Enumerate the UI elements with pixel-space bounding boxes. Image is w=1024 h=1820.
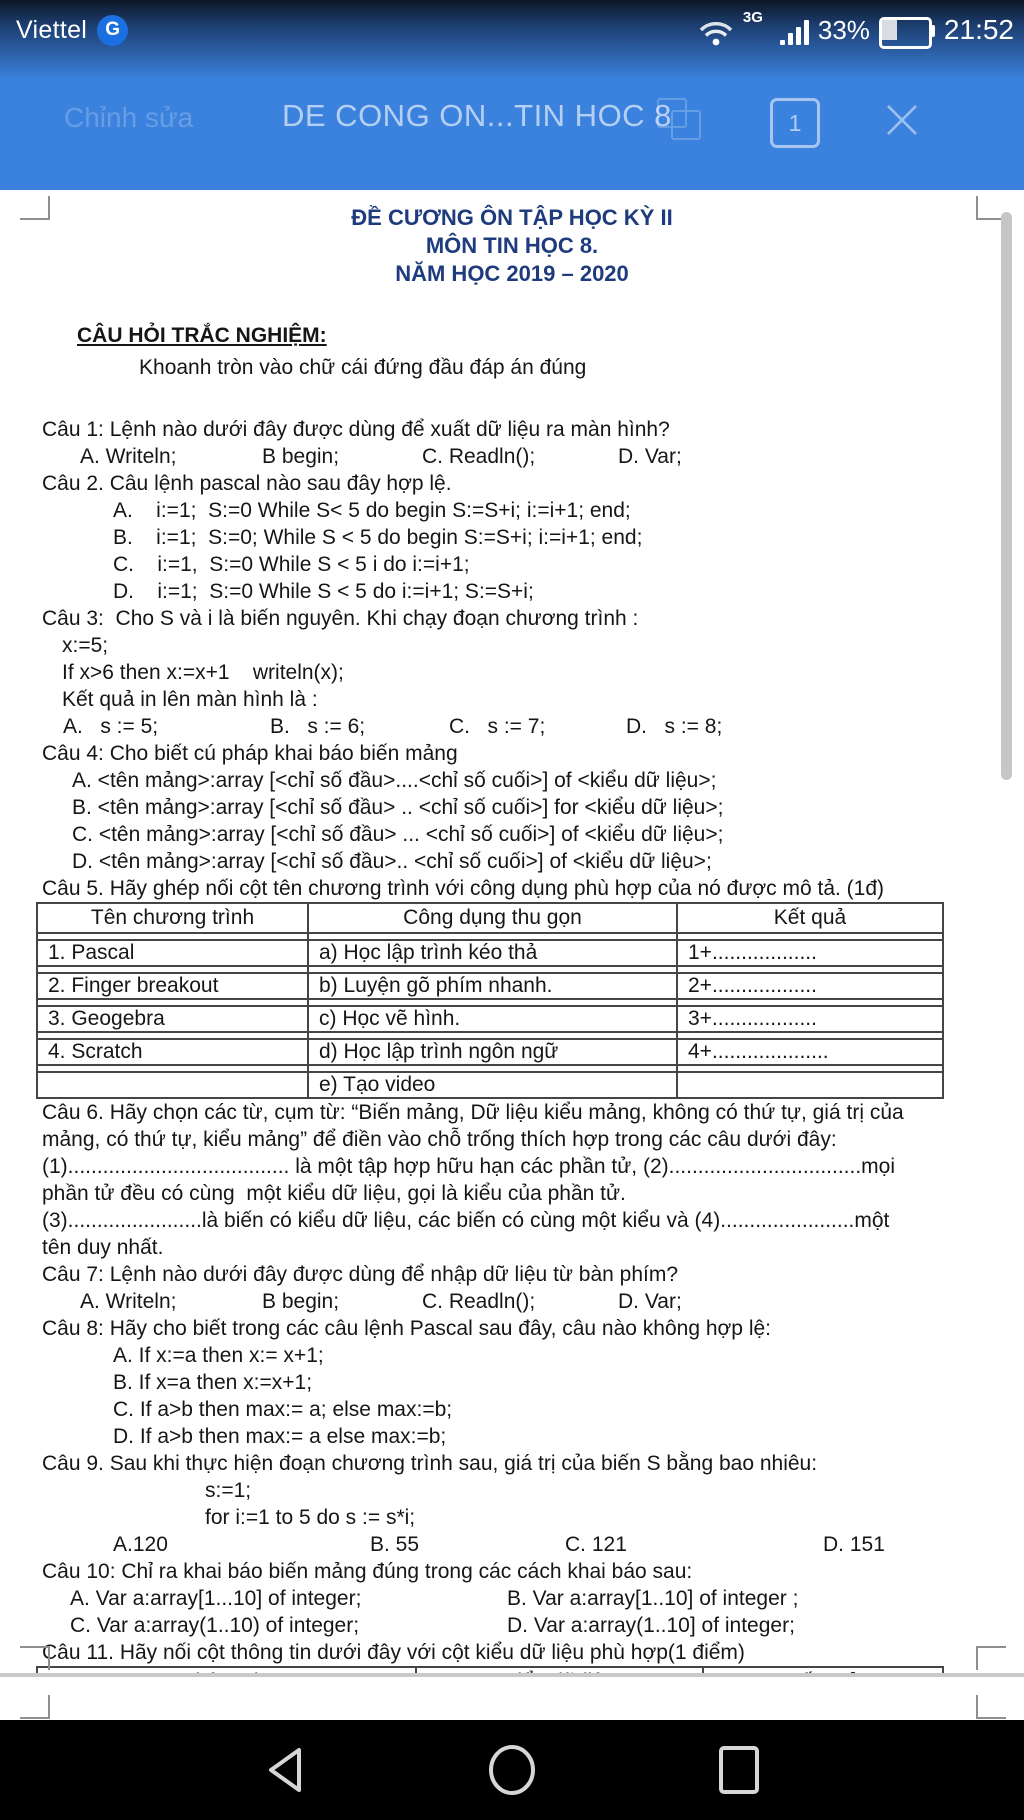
question-3-options: A. s := 5; B. s := 6; C. s := 7; D. s := 8; bbox=[63, 715, 723, 738]
clock-label: 21:52 bbox=[943, 14, 1014, 45]
battery-icon bbox=[879, 17, 935, 45]
question-9-code-1: s:=1; bbox=[205, 1479, 252, 1502]
question-8-option-a: A. If x:=a then x:= x+1; bbox=[113, 1344, 324, 1367]
question-2-option-d: D. i:=1; S:=0 While S < 5 do i:=i+1; S:=S+i; bbox=[113, 580, 534, 603]
doc-title-line-3: NĂM HỌC 2019 – 2020 bbox=[395, 261, 629, 286]
question-8-option-b: B. If x=a then x:=x+1; bbox=[113, 1371, 313, 1394]
section-heading-note: Khoanh tròn vào chữ cái đứng đầu đáp án đúng bbox=[139, 356, 587, 379]
question-6-line-2: mảng, có thứ tự, kiểu mảng” để điền vào chỗ trống thích hợp trong các câu dưới đây: bbox=[42, 1128, 837, 1151]
carrier-label: Viettel bbox=[16, 15, 88, 44]
question-6-line-3: (1)...................................... là một tập hợp hữu hạn các phần tử, (2).................................mọi bbox=[42, 1155, 896, 1178]
document-title: DE CONG ON...TIN HOC 8 bbox=[282, 98, 672, 133]
question-1-options: A. Writeln; B begin; C. Readln(); D. Var; bbox=[80, 445, 682, 468]
scrollbar[interactable] bbox=[1001, 212, 1012, 780]
question-8-option-d: D. If a>b then max:= a else max:=b; bbox=[113, 1425, 447, 1448]
question-10: Câu 10: Chỉ ra khai báo biến mảng đúng trong các cách khai báo sau: bbox=[42, 1560, 693, 1583]
margin-mark-page2-left bbox=[20, 1695, 50, 1719]
question-4-option-b: B. <tên mảng>:array [<chỉ số đầu> .. <chỉ số cuối>] for <kiểu dữ liệu>; bbox=[72, 796, 724, 819]
question-7-options: A. Writeln; B begin; C. Readln(); D. Var; bbox=[80, 1290, 682, 1313]
recents-icon[interactable] bbox=[715, 1744, 763, 1796]
signal-bars-icon bbox=[780, 20, 809, 45]
question-3-code-1: x:=5; bbox=[62, 634, 109, 657]
tab-counter-button[interactable]: 1 bbox=[770, 98, 820, 148]
question-1: Câu 1: Lệnh nào dưới đây được dùng để xuất dữ liệu ra màn hình? bbox=[42, 418, 670, 441]
question-5: Câu 5. Hãy ghép nối cột tên chương trình với công dụng phù hợp của nó được mô tả. (1đ) bbox=[42, 877, 885, 900]
next-page-top bbox=[0, 1677, 1024, 1720]
question-9: Câu 9. Sau khi thực hiện đoạn chương trình sau, giá trị của biến S bằng bao nhiêu: bbox=[42, 1452, 818, 1475]
section-heading: CÂU HỎI TRẮC NGHIỆM: bbox=[77, 324, 327, 347]
top-bar bbox=[0, 0, 1024, 190]
question-3-result-label: Kết quả in lên màn hình là : bbox=[62, 688, 318, 711]
section-heading-line bbox=[0, 288, 1024, 416]
sim-badge-icon: G bbox=[97, 15, 128, 46]
margin-mark-top-left bbox=[20, 196, 50, 220]
network-type-label: 3G bbox=[742, 9, 763, 26]
document-page[interactable] bbox=[0, 190, 1024, 1673]
question-10-options-row-2: C. Var a:array(1..10) of integer; D. Var a:array(1..10] of integer; bbox=[70, 1614, 795, 1637]
question-8-option-c: C. If a>b then max:= a; else max:=b; bbox=[113, 1398, 453, 1421]
table-row: e) Tạo video bbox=[37, 1072, 943, 1098]
question-2-option-c: C. i:=1, S:=0 While S < 5 i do i:=i+1; bbox=[113, 553, 470, 576]
doc-title-line-2: MÔN TIN HỌC 8. bbox=[425, 233, 599, 258]
cell-signal bbox=[742, 9, 809, 47]
question-2-option-b: B. i:=1; S:=0; While S < 5 do begin S:=S+i; i:=i+1; end; bbox=[113, 526, 643, 549]
pages-icon bbox=[657, 98, 705, 146]
app-header bbox=[0, 96, 1024, 148]
doc-title-line-1: ĐỀ CƯƠNG ÔN TẬP HỌC KỲ II bbox=[351, 205, 673, 230]
question-3: Câu 3: Cho S và i là biến nguyên. Khi chạy đoạn chương trình : bbox=[42, 607, 639, 630]
question-7: Câu 7: Lệnh nào dưới đây được dùng để nhập dữ liệu từ bàn phím? bbox=[42, 1263, 679, 1286]
match-table-programs bbox=[36, 902, 944, 1099]
margin-mark-bottom-right bbox=[976, 1646, 1006, 1670]
table-row: 2. Finger breakout b) Luyện gõ phím nhanh. 2+.................. bbox=[37, 973, 943, 999]
margin-mark-page2-right bbox=[976, 1695, 1006, 1719]
question-6-line-4: phần tử đều có cùng một kiểu dữ liệu, gọi là kiểu của phần tử. bbox=[42, 1182, 626, 1205]
question-9-code-2: for i:=1 to 5 do s := s*i; bbox=[205, 1506, 416, 1529]
question-6-line-6: tên duy nhất. bbox=[42, 1236, 164, 1259]
status-bar bbox=[16, 10, 1014, 50]
close-icon[interactable] bbox=[878, 96, 926, 144]
question-2: Câu 2. Câu lệnh pascal nào sau đây hợp lệ. bbox=[42, 472, 452, 495]
table-row: 4. Scratch d) Học lập trình ngôn ngữ 4+.................... bbox=[37, 1039, 943, 1065]
question-2-option-a: A. i:=1; S:=0 While S< 5 do begin S:=S+i; i:=i+1; end; bbox=[113, 499, 631, 522]
table-row: 1. Pascal a) Học lập trình kéo thả 1+.................. bbox=[37, 940, 943, 966]
status-icons bbox=[698, 9, 1014, 47]
question-6-line-5: (3).......................là biến có kiểu dữ liệu, các biến có cùng một kiểu và (4).......................một bbox=[42, 1209, 890, 1232]
home-icon[interactable] bbox=[486, 1744, 538, 1796]
edit-button[interactable]: Chỉnh sửa bbox=[64, 102, 194, 133]
question-9-options: A.120 B. 55 C. 121 D. 151 bbox=[113, 1533, 885, 1556]
margin-mark-bottom-left bbox=[20, 1646, 50, 1670]
question-4: Câu 4: Cho biết cú pháp khai báo biến mảng bbox=[42, 742, 458, 765]
question-4-option-d: D. <tên mảng>:array [<chỉ số đầu>.. <chỉ số cuối>] of <kiểu dữ liệu>; bbox=[72, 850, 712, 873]
question-3-code-2: If x>6 then x:=x+1 writeln(x); bbox=[62, 661, 344, 684]
question-4-option-a: A. <tên mảng>:array [<chỉ số đầu>....<chỉ số cuối>] of <kiểu dữ liệu>; bbox=[72, 769, 717, 792]
question-6-line-1: Câu 6. Hãy chọn các từ, cụm từ: “Biến mảng, Dữ liệu kiểu mảng, không có thứ tự, giá trị của bbox=[42, 1101, 904, 1124]
android-nav-bar bbox=[0, 1720, 1024, 1820]
question-4-option-c: C. <tên mảng>:array [<chỉ số đầu> ... <chỉ số cuối>] of <kiểu dữ liệu>; bbox=[72, 823, 724, 846]
question-11: Câu 11. Hãy nối cột thông tin dưới đây với cột kiểu dữ liệu phù hợp(1 điểm) bbox=[42, 1641, 745, 1664]
question-8: Câu 8: Hãy cho biết trong các câu lệnh Pascal sau đây, câu nào không hợp lệ: bbox=[42, 1317, 772, 1340]
table-row: 3. Geogebra c) Học vẽ hình. 3+.................. bbox=[37, 1006, 943, 1032]
question-10-options-row-1: A. Var a:array[1...10] of integer; B. Var a:array[1..10] of integer ; bbox=[70, 1587, 799, 1610]
battery-percent-label: 33% bbox=[817, 15, 870, 45]
back-icon[interactable] bbox=[263, 1744, 311, 1796]
wifi-icon bbox=[698, 17, 734, 47]
table-header-row: Tên chương trình Công dụng thu gọn Kết quả bbox=[37, 903, 943, 933]
